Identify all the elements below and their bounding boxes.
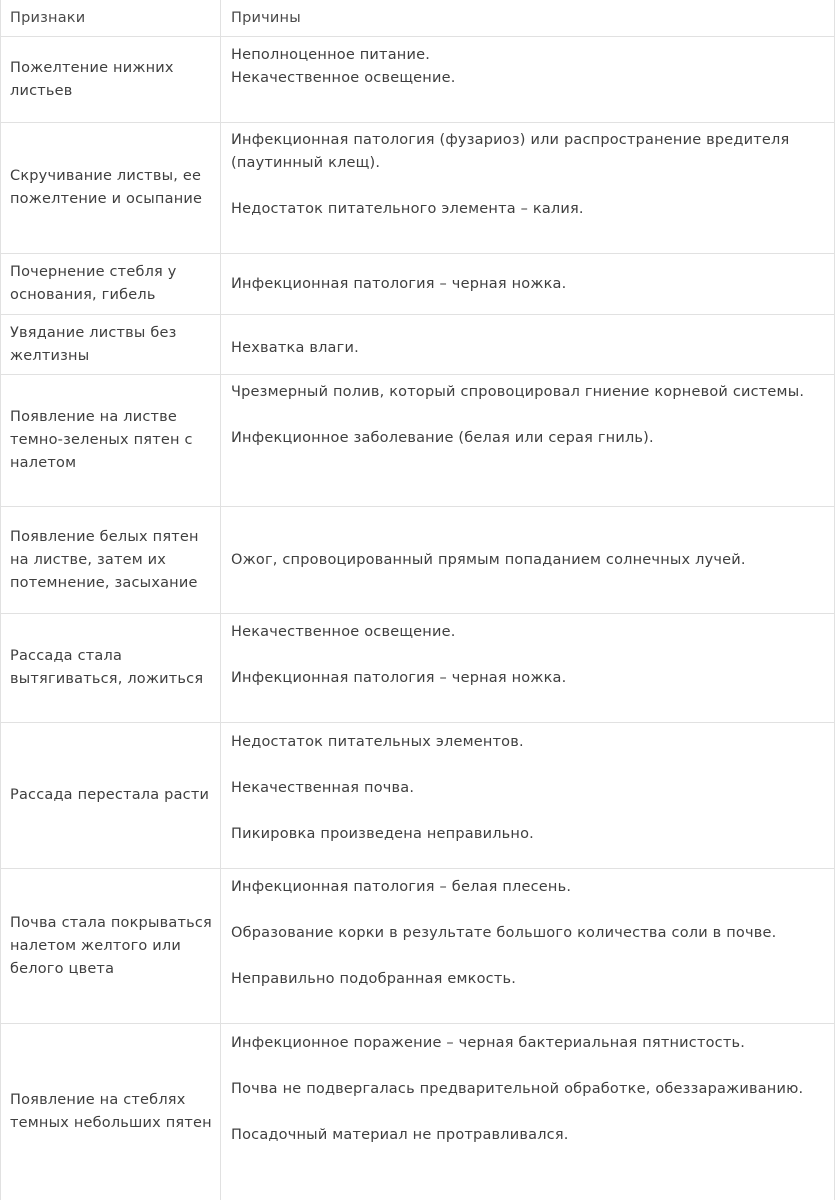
table-row bbox=[1, 254, 835, 315]
header-causes: Причины bbox=[221, 0, 835, 36]
causes-cell bbox=[221, 614, 835, 722]
cause-text: Почва не подвергалась предварительной обработке, обеззараживанию. bbox=[231, 1081, 804, 1097]
causes-cell bbox=[221, 507, 835, 613]
causes-cell bbox=[221, 37, 835, 122]
causes-cell bbox=[221, 1024, 835, 1200]
causes-cell bbox=[221, 723, 835, 868]
sign-cell: Рассада перестала расти bbox=[1, 723, 221, 868]
table-header-row bbox=[1, 0, 835, 37]
header-signs: Признаки bbox=[1, 0, 221, 36]
cause-text: Чрезмерный полив, который спровоцировал гниение корневой системы. bbox=[231, 384, 805, 400]
sign-cell: Скручивание листвы, ее пожелтение и осыпание bbox=[1, 123, 221, 253]
cause-text: Недостаток питательных элементов. bbox=[231, 734, 524, 750]
table-row bbox=[1, 1024, 835, 1200]
sign-cell: Почва стала покрываться налетом желтого или белого цвета bbox=[1, 869, 221, 1023]
table-row bbox=[1, 315, 835, 375]
cause-text: Неправильно подобранная емкость. bbox=[231, 971, 517, 987]
cause-text: Пикировка произведена неправильно. bbox=[231, 826, 534, 842]
cause-text: Инфекционная патология – белая плесень. bbox=[231, 879, 572, 895]
table-row bbox=[1, 507, 835, 614]
cause-text: Инфекционная патология – черная ножка. bbox=[231, 275, 567, 292]
cause-text: Некачественная почва. bbox=[231, 780, 415, 796]
cause-text: Недостаток питательного элемента – калия. bbox=[231, 201, 584, 217]
cause-text: Инфекционное поражение – черная бактериальная пятнистость. bbox=[231, 1035, 746, 1051]
cause-text: Инфекционная патология – черная ножка. bbox=[231, 670, 567, 686]
sign-cell: Увядание листвы без желтизны bbox=[1, 315, 221, 374]
sign-cell: Появление на листве темно-зеленых пятен с налетом bbox=[1, 375, 221, 506]
cause-text: Неполноценное питание. bbox=[231, 47, 431, 63]
cause-text: Некачественное освещение. bbox=[231, 624, 456, 640]
cause-text: Посадочный материал не протравливался. bbox=[231, 1127, 569, 1143]
table-row bbox=[1, 37, 835, 123]
table-row bbox=[1, 614, 835, 723]
causes-cell bbox=[221, 315, 835, 374]
cause-text: Инфекционное заболевание (белая или серая гниль). bbox=[231, 430, 654, 446]
cause-text: Ожог, спровоцированный прямым попаданием солнечных лучей. bbox=[231, 551, 746, 568]
sign-cell: Появление белых пятен на листве, затем их потемнение, засыхание bbox=[1, 507, 221, 613]
cause-text: Образование корки в результате большого количества соли в почве. bbox=[231, 925, 777, 941]
causes-cell bbox=[221, 375, 835, 506]
table-row bbox=[1, 123, 835, 254]
sign-cell: Рассада стала вытягиваться, ложиться bbox=[1, 614, 221, 722]
sign-cell: Почернение стебля у основания, гибель bbox=[1, 254, 221, 314]
sign-cell: Пожелтение нижних листьев bbox=[1, 37, 221, 122]
cause-text: Некачественное освещение. bbox=[231, 70, 456, 86]
cause-text: Инфекционная патология (фузариоз) или распространение вредителя (паутинный клещ). bbox=[231, 132, 790, 171]
causes-cell bbox=[221, 254, 835, 314]
sign-cell: Появление на стеблях темных небольших пятен bbox=[1, 1024, 221, 1200]
table-row bbox=[1, 723, 835, 869]
cause-text: Нехватка влаги. bbox=[231, 340, 359, 356]
table-row bbox=[1, 375, 835, 507]
table-row bbox=[1, 869, 835, 1024]
causes-cell bbox=[221, 123, 835, 253]
causes-cell bbox=[221, 869, 835, 1023]
